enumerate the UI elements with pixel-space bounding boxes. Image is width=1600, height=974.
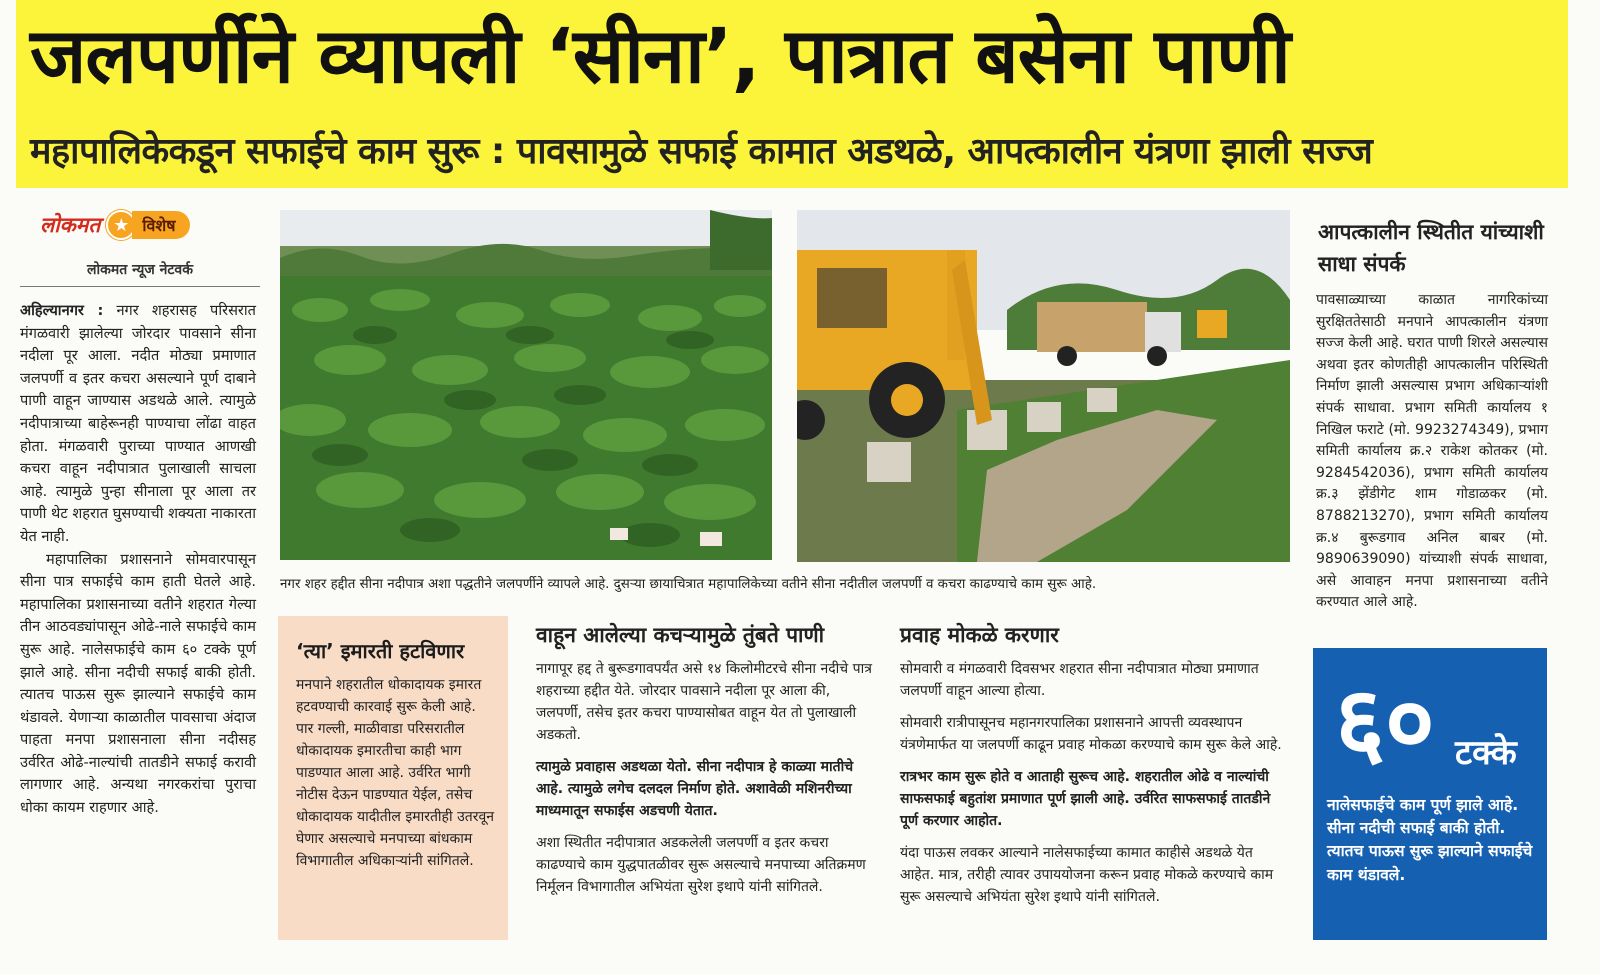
left-column-article	[20, 300, 256, 820]
buildings-box	[278, 616, 508, 940]
section-body	[900, 658, 1284, 918]
stat-text: नालेसफाईचे काम पूर्ण झाले आहे. सीना नदीची सफाई बाकी होती. त्यातच पाऊस सुरू झाल्याने सफाईचे काम थंडावले.	[1327, 796, 1533, 884]
box-title: ‘त्या’ इमारती हटविणार	[296, 639, 465, 663]
byline: लोकमत न्यूज नेटवर्क	[87, 262, 193, 278]
section-paragraph: सोमवारी व मंगळवारी दिवसभर शहरात सीना नदीपात्रात मोठ्या प्रमाणात जलपर्णी वाहून आल्या होत्या.	[900, 661, 1259, 699]
stat-number: ६०	[1335, 666, 1435, 778]
subheadline: महापालिकेकडून सफाईचे काम सुरू : पावसामुळे सफाई कामात अडथळे, आपत्कालीन यंत्रणा झाली सज्ज	[30, 131, 1373, 172]
article-paragraph: महापालिका प्रशासनाने सोमवारपासून सीना पात्र सफाईचे काम हाती घेतले आहे. महापालिका प्रशासनाच्या वतीने शहरात गेल्या तीन आठवड्यांपासून ओढे-नाले सफाईचे काम सुरू आहे. नालेसफाईचे काम ६० टक्के पूर्ण झाले आहे. सीना नदीची सफाई बाकी होती. त्यातच पाऊस सुरू झाल्याने सफाईचे काम थंडावले. येणाऱ्या काळातील पावसाचा अंदाज पाहता मनपा प्रशासनाला सीना नदीसह उर्वरित ओढे-नाल्यांची तातडीने सफाई करावी लागणार आहे. अन्यथा नगरकरांचा पुराचा धोका कायम राहणार आहे.	[20, 550, 256, 817]
photo-caption: नगर शहर हद्दीत सीना नदीपात्र अशा पद्धतीने जलपर्णीने व्यापले आहे. दुसऱ्या छायाचित्रात महापालिकेच्या वतीने सीना नदीतील जलपर्णी व कचरा काढण्याचे काम सुरू आहे.	[280, 577, 1097, 592]
dateline: अहिल्यानगर :	[20, 302, 104, 319]
article-text: नगर शहरासह परिसरात मंगळवारी झालेल्या जोरदार पावसाने सीना नदीला पूर आला. नदीत मोठ्या प्रमाणात जलपर्णी व इतर कचरा असल्याने पूर्ण दाबाने पाणी वाहून जाण्यास अडथळे आले. त्यामुळे नदीपात्राच्या बाहेरूनही पाण्याचा लोंढा वाहत होता. मंगळवारी पुराच्या पाण्यात आणखी कचरा वाहून नदीपात्रात पुलाखाली साचला आहे. त्यामुळे पुन्हा सीनाला पूर आला तर पाणी थेट शहरात घुसण्याची शक्यता नाकारता येत नाही.	[20, 302, 256, 545]
section-paragraph: यंदा पाऊस लवकर आल्याने नालेसफाईच्या कामात काहीसे अडथळे येत आहेत. मात्र, तरीही त्यावर उपाययोजना करून प्रवाह मोकळे करण्याचे काम सुरू असल्याचे अभियंता सुरेश इथापे यांनी सांगितले.	[900, 845, 1274, 905]
section-body	[536, 658, 876, 908]
section-paragraph: नागापूर हद्द ते बुरूडगावपर्यंत असे १४ किलोमीटरचे सीना नदीचे पात्र शहराच्या हद्दीत येते. जोरदार पावसाने नदीला पूर आला की, जलपर्णी, तसेच इतर कचरा पाण्यासोबत वाहून येत तो पुलाखाली अडकतो.	[536, 661, 872, 743]
section-paragraph: सोमवारी रात्रीपासूनच महानगरपालिका प्रशासनाने आपत्ती व्यवस्थापन यंत्रणेमार्फत या जलपर्णी काढून प्रवाह मोकळा करण्याचे काम सुरू केले आहे.	[900, 715, 1282, 753]
headline: जलपर्णीने व्यापली ‘सीना’, पात्रात बसेना पाणी	[30, 11, 1290, 100]
divider	[20, 286, 260, 287]
cleanup-jcb-photo	[797, 210, 1290, 562]
stat-box	[1313, 648, 1547, 940]
section-paragraph: रात्रभर काम सुरू होते व आताही सुरूच आहे. शहरातील ओढे व नाल्यांची साफसफाई बहुतांश प्रमाणात पूर्ण झाली आहे. उर्वरित साफसफाई तातडीने पूर्ण करणार आहोत.	[900, 769, 1271, 829]
stat-unit: टक्के	[1455, 733, 1517, 773]
hyacinth-photo-illustration	[280, 210, 772, 560]
brand-tag: विशेष	[132, 211, 189, 239]
river-hyacinth-photo	[280, 210, 772, 560]
cleanup-photo-illustration	[797, 210, 1290, 562]
star-icon: ★	[106, 210, 136, 240]
brand-badge	[40, 210, 190, 240]
section-title: वाहून आलेल्या कचऱ्यामुळे तुंबते पाणी	[536, 623, 825, 647]
box-body: मनपाने शहरातील धोकादायक इमारत हटवण्याची कारवाई सुरू केली आहे. पार गल्ली, माळीवाडा परिसरातील धोकादायक इमारतीचा काही भाग पाडण्यात आला आहे. उर्वरित भागी नोटीस देऊन पाडण्यात येईल, तसेच धोकादायक यादीतील इमारतीही उतरवून घेणार असल्याचे मनपाच्या बांधकाम विभागातील अधिकाऱ्यांनी सांगितले.	[296, 677, 494, 869]
section-title: प्रवाह मोकळे करणार	[900, 623, 1059, 647]
article-paragraph	[20, 300, 256, 549]
sidebar-title: आपत्कालीन स्थितीत यांच्याशी साधा संपर्क	[1318, 220, 1544, 276]
section-paragraph: त्यामुळे प्रवाहास अडथळा येतो. सीना नदीपात्र हे काळ्या मातीचे आहे. त्यामुळे लगेच दलदल निर्माण होते. अशावेळी मशिनरीच्या माध्यमातून सफाईस अडचणी येतात.	[536, 759, 854, 819]
section-paragraph: अशा स्थितीत नदीपात्रात अडकलेली जलपर्णी व इतर कचरा काढण्याचे काम युद्धपातळीवर सुरू असल्याचे मनपाच्या अतिक्रमण निर्मूलन विभागातील अभियंता सुरेश इथापे यांनी सांगितले.	[536, 835, 866, 895]
brand-logo: लोकमत	[40, 212, 101, 237]
headline-banner	[16, 0, 1568, 188]
sidebar-body: पावसाळ्याच्या काळात नागरिकांच्या सुरक्षिततेसाठी मनपाने आपत्कालीन यंत्रणा सज्ज केली आहे. घरात पाणी शिरले असल्यास अथवा इतर कोणतीही आपत्कालीन परिस्थिती निर्माण झाली असल्यास प्रभाग अधिकाऱ्यांशी संपर्क साधावा. प्रभाग समिती कार्यालय १ निखिल फराटे (मो. 9923274349), प्रभाग समिती कार्यालय क्र.२ राकेश कोतकर (मो. 9284542036), प्रभाग समिती कार्यालय क्र.३ झेंडीगेट शाम गोडाळकर (मो. 8788213270), प्रभाग समिती कार्यालय क्र.४ बुरूडगाव अनिल बाबर (मो. 9890639090) यांच्याशी संपर्क साधावा, असे आवाहन मनपा प्रशासनाच्या वतीने करण्यात आले आहे.	[1316, 292, 1548, 611]
